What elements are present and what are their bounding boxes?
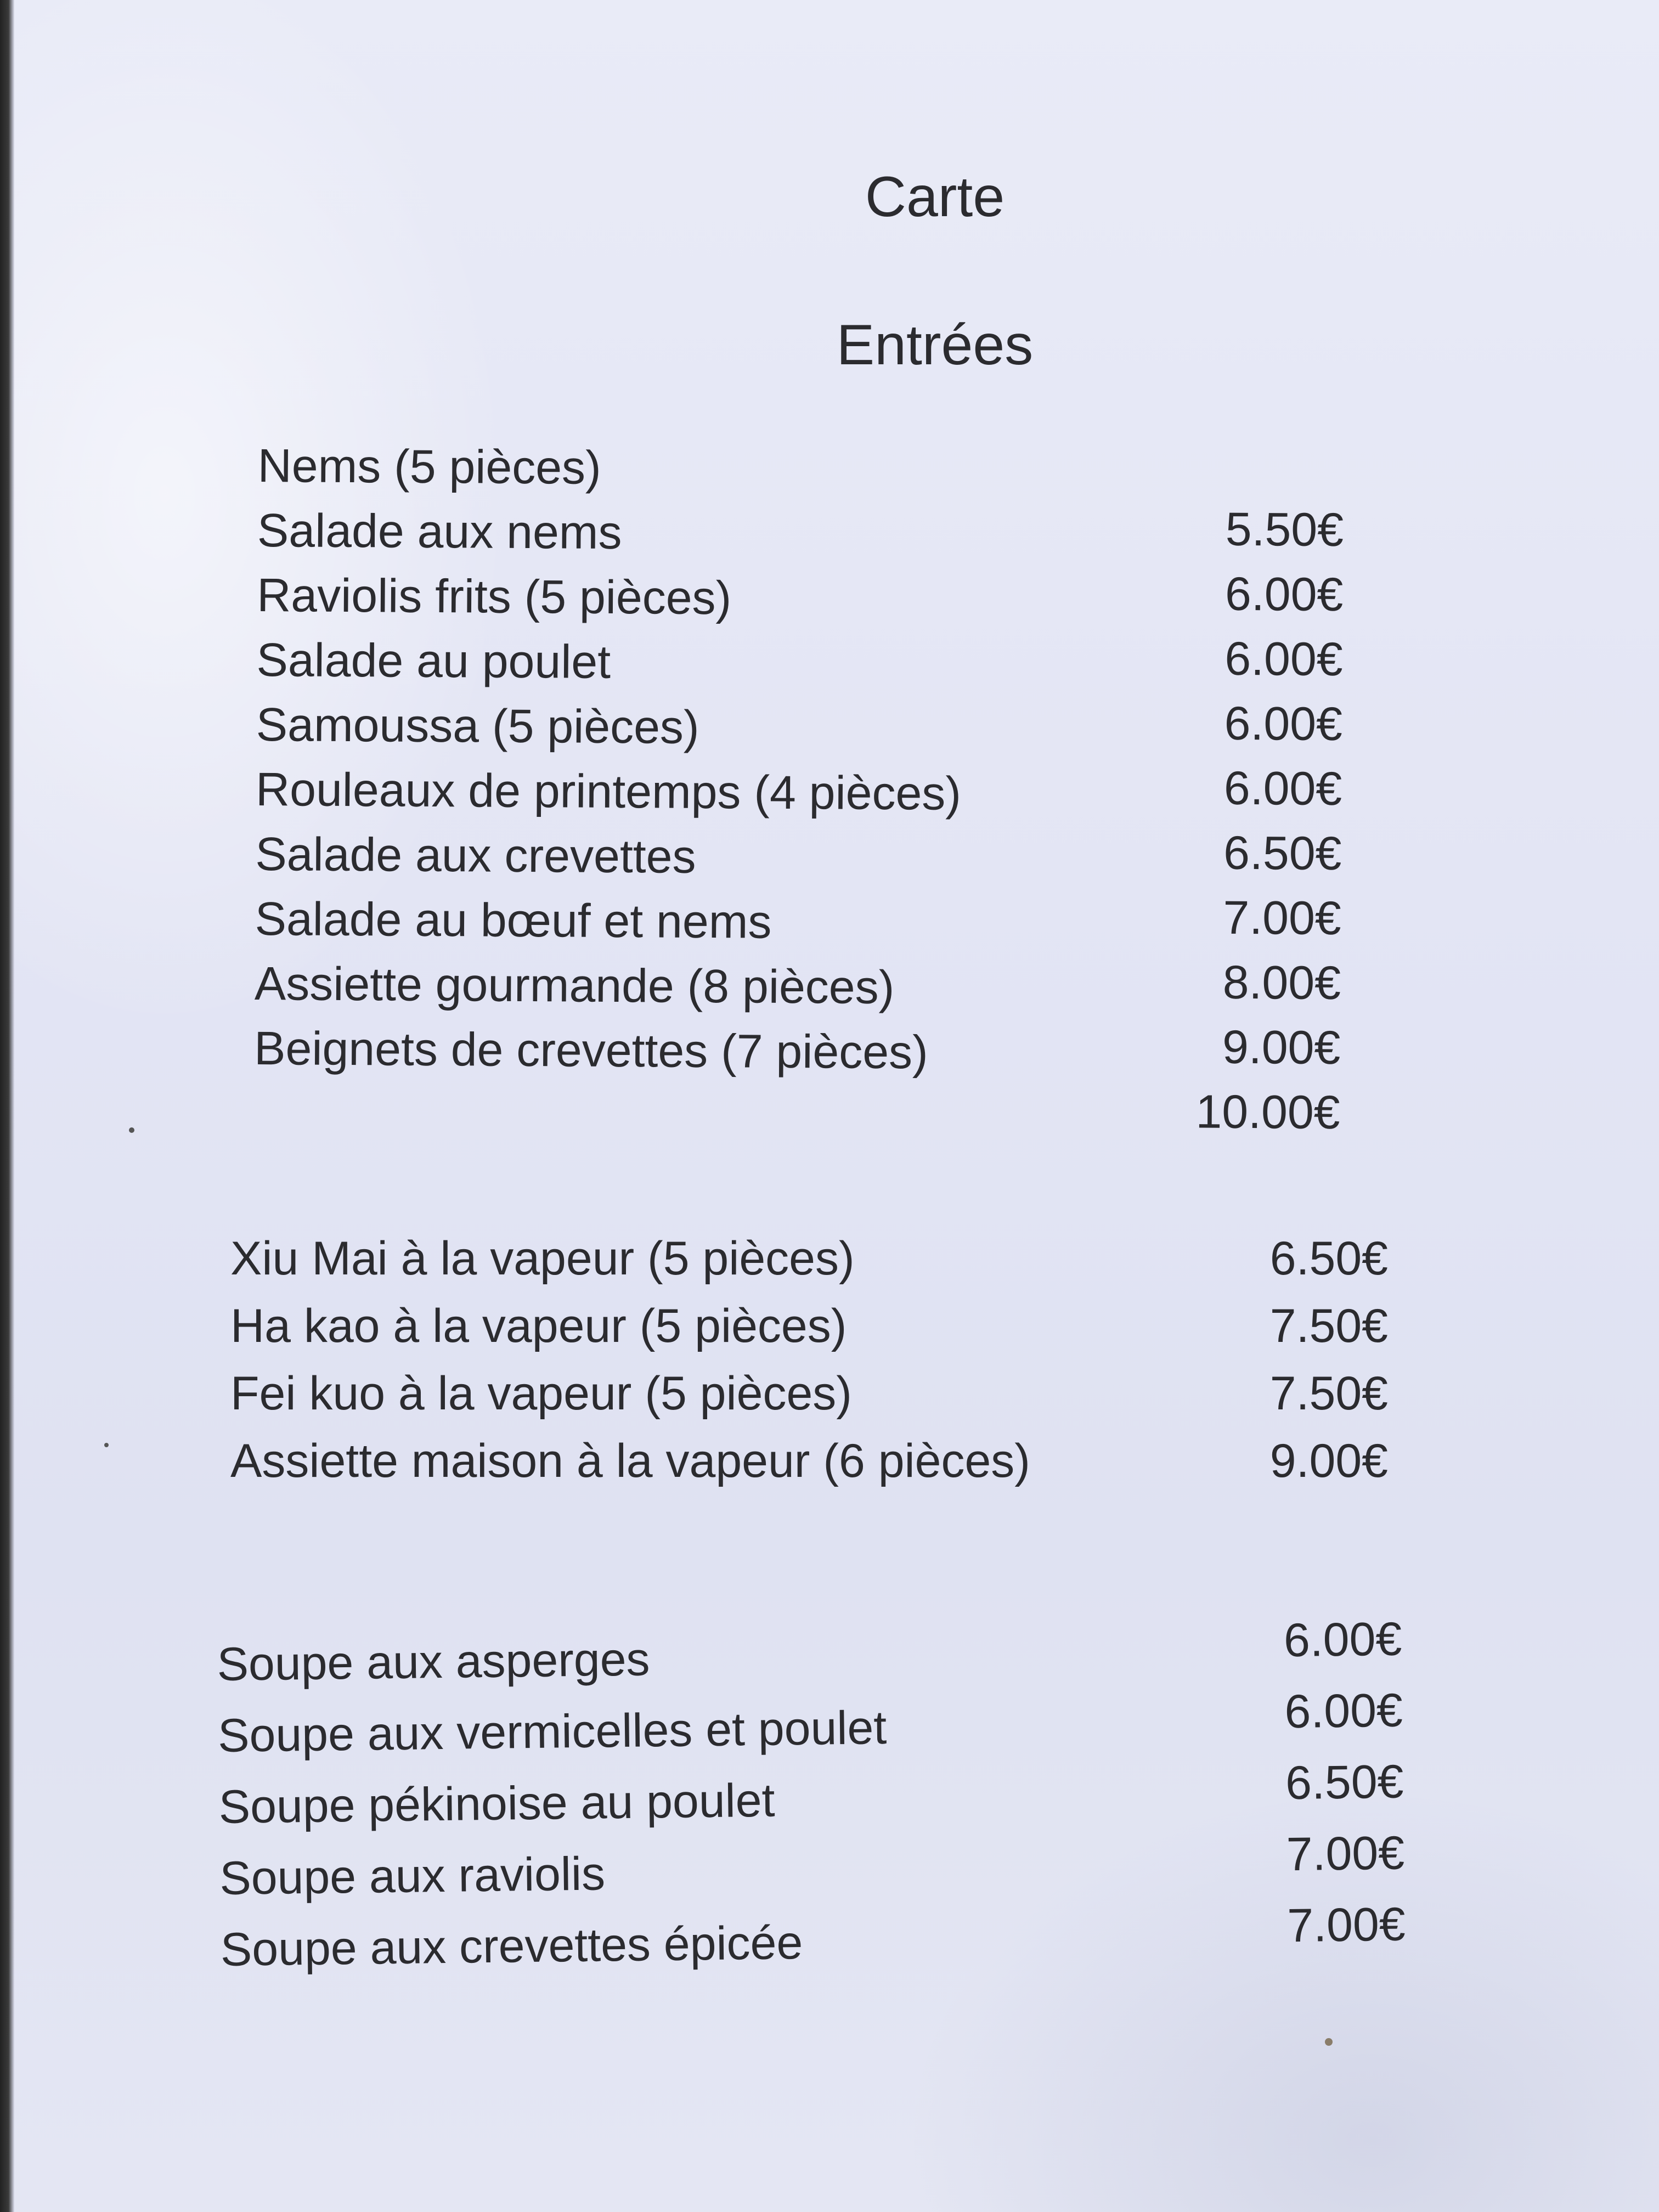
menu-item-price: 7.50€ — [1269, 1300, 1388, 1352]
menu-item-name: Beignets de crevettes (7 pièces) — [253, 1022, 929, 1079]
menu-item-price: 6.00€ — [1224, 697, 1343, 751]
section-title: Entrées — [836, 313, 1034, 377]
menu-item-price: 6.50€ — [1269, 1232, 1388, 1285]
menu-item-price: 6.50€ — [1285, 1755, 1404, 1810]
menu-item-price: 9.00€ — [1269, 1435, 1388, 1487]
menu-item — [230, 1367, 1437, 1434]
paper-speck — [104, 1443, 109, 1447]
menu-item — [230, 1232, 1437, 1299]
menu-item-price: 6.00€ — [1224, 632, 1343, 686]
vapeur-list — [230, 1232, 1437, 1502]
menu-item-price: 6.00€ — [1224, 567, 1344, 622]
menu-item-name: Soupe aux crevettes épicée — [220, 1916, 803, 1976]
menu-item-price: 5.50€ — [1225, 503, 1344, 557]
menu-item-name: Salade au bœuf et nems — [255, 892, 772, 949]
menu-item-price: 9.00€ — [1222, 1020, 1341, 1075]
menu-item-price: 8.00€ — [1222, 956, 1341, 1010]
menu-item-name: Soupe aux asperges — [217, 1633, 651, 1691]
menu-item — [230, 1434, 1437, 1502]
menu-item-price: 6.50€ — [1223, 826, 1342, 881]
menu-item-price: 6.00€ — [1223, 761, 1342, 816]
menu-item-name: Salade aux crevettes — [255, 827, 696, 883]
menu-item-name: Raviolis frits (5 pièces) — [256, 568, 732, 625]
menu-item-name: Rouleaux de printemps (4 pièces) — [255, 763, 962, 820]
menu-title: Carte — [865, 165, 1005, 229]
menu-item-name: Soupe aux raviolis — [219, 1847, 606, 1905]
entrees-list — [253, 439, 1465, 1139]
menu-item-name: Fei kuo à la vapeur (5 pièces) — [230, 1367, 852, 1420]
menu-item-name: Soupe aux vermicelles et poulet — [217, 1701, 887, 1762]
menu-item-name: Ha kao à la vapeur (5 pièces) — [230, 1300, 847, 1352]
menu-item — [253, 1022, 1462, 1139]
menu-item-name: Xiu Mai à la vapeur (5 pièces) — [230, 1232, 855, 1285]
menu-item-name: Soupe pékinoise au poulet — [218, 1774, 775, 1833]
menu-item-price: 6.00€ — [1283, 1612, 1402, 1667]
menu-item-price: 10.00€ — [1195, 1085, 1340, 1139]
paper-speck — [129, 1127, 134, 1133]
menu-item-price: 7.00€ — [1223, 891, 1341, 945]
soupes-list — [217, 1612, 1428, 1994]
menu-item-name: Salade aux nems — [257, 504, 622, 560]
menu-item-name: Salade au poulet — [256, 633, 611, 689]
menu-item — [220, 1898, 1427, 1994]
menu-item-name: Assiette gourmande (8 pièces) — [254, 957, 895, 1014]
menu-item-name: Samoussa (5 pièces) — [256, 698, 699, 754]
paper-speck — [1325, 2038, 1333, 2046]
menu-item-name: Assiette maison à la vapeur (6 pièces) — [230, 1435, 1030, 1487]
menu-item-price: 7.00€ — [1286, 1826, 1405, 1881]
menu-item — [230, 1299, 1437, 1367]
menu-item-price: 7.00€ — [1286, 1898, 1406, 1953]
menu-item-price: 7.50€ — [1269, 1367, 1388, 1420]
menu-item-name: Nems (5 pièces) — [257, 439, 602, 494]
menu-item-price: 6.00€ — [1284, 1684, 1403, 1739]
